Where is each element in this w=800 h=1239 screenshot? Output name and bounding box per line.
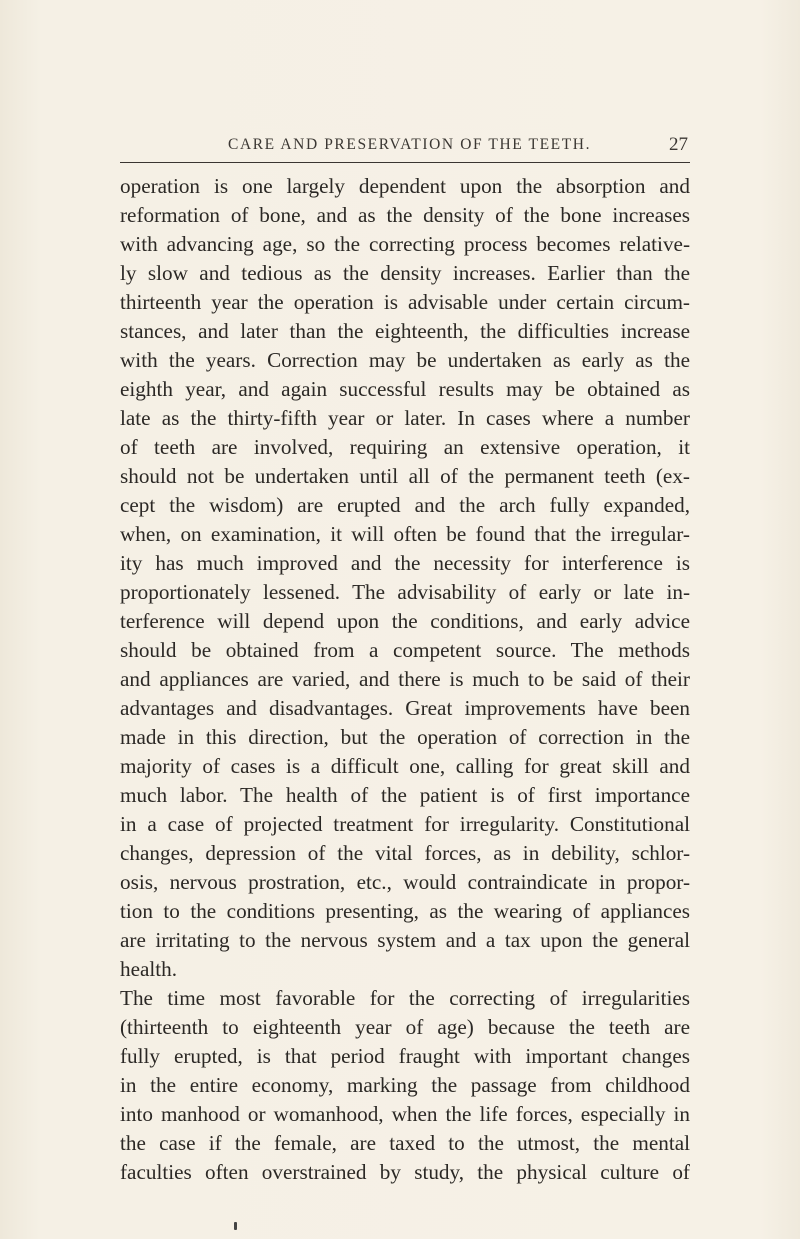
text-line: with advancing age, so the correcting process becomes relative- <box>120 232 690 256</box>
text-line: ly slow and tedious as the density increases. Earlier than the <box>120 261 690 285</box>
text-line: osis, nervous prostration, etc., would contraindicate in propor- <box>120 870 690 894</box>
text-line: majority of cases is a difficult one, calling for great skill and <box>120 754 690 778</box>
text-line: ity has much improved and the necessity for interference is <box>120 551 690 575</box>
text-line: when, on examination, it will often be found that the irregular- <box>120 522 690 546</box>
text-line: much labor. The health of the patient is of first importance <box>120 783 690 807</box>
text-line: are irritating to the nervous system and a tax upon the general <box>120 928 690 952</box>
text-line: (thirteenth to eighteenth year of age) because the teeth are <box>120 1015 690 1039</box>
text-line: The time most favorable for the correcting of irregularities <box>120 986 690 1010</box>
text-line: thirteenth year the operation is advisable under certain circum- <box>120 290 690 314</box>
running-header <box>120 136 690 163</box>
text-line: stances, and later than the eighteenth, the difficulties increase <box>120 319 690 343</box>
text-line: eighth year, and again successful results may be obtained as <box>120 377 690 401</box>
text-line: in a case of projected treatment for irregularity. Constitutional <box>120 812 690 836</box>
text-line: of teeth are involved, requiring an extensive operation, it <box>120 435 690 459</box>
text-line: proportionately lessened. The advisability of early or late in- <box>120 580 690 604</box>
text-line: made in this direction, but the operation of correction in the <box>120 725 690 749</box>
text-line: reformation of bone, and as the density of the bone increases <box>120 203 690 227</box>
running-title: CARE AND PRESERVATION OF THE TEETH. <box>228 136 592 153</box>
page-number: 27 <box>669 134 688 155</box>
text-line: the case if the female, are taxed to the utmost, the mental <box>120 1131 690 1155</box>
text-line: fully erupted, is that period fraught with important changes <box>120 1044 690 1068</box>
text-line: late as the thirty-fifth year or later. In cases where a number <box>120 406 690 430</box>
text-line: into manhood or womanhood, when the life forces, especially in <box>120 1102 690 1126</box>
text-line: should be obtained from a competent source. The methods <box>120 638 690 662</box>
text-line: in the entire economy, marking the passage from childhood <box>120 1073 690 1097</box>
text-line: changes, depression of the vital forces, as in debility, schlor- <box>120 841 690 865</box>
text-line: faculties often overstrained by study, the physical culture of <box>120 1160 690 1184</box>
text-line: advantages and disadvantages. Great improvements have been <box>120 696 690 720</box>
text-line-paragraph-end: health. <box>120 957 178 981</box>
text-line: with the years. Correction may be undertaken as early as the <box>120 348 690 372</box>
body-text <box>120 172 690 1187</box>
text-line: cept the wisdom) are erupted and the arch fully expanded, <box>120 493 690 517</box>
text-line: operation is one largely dependent upon the absorption and <box>120 174 690 198</box>
text-line: and appliances are varied, and there is much to be said of their <box>120 667 690 691</box>
ink-speck <box>234 1222 237 1230</box>
text-line: terference will depend upon the conditions, and early advice <box>120 609 690 633</box>
text-line: should not be undertaken until all of the permanent teeth (ex- <box>120 464 690 488</box>
text-line: tion to the conditions presenting, as the wearing of appliances <box>120 899 690 923</box>
